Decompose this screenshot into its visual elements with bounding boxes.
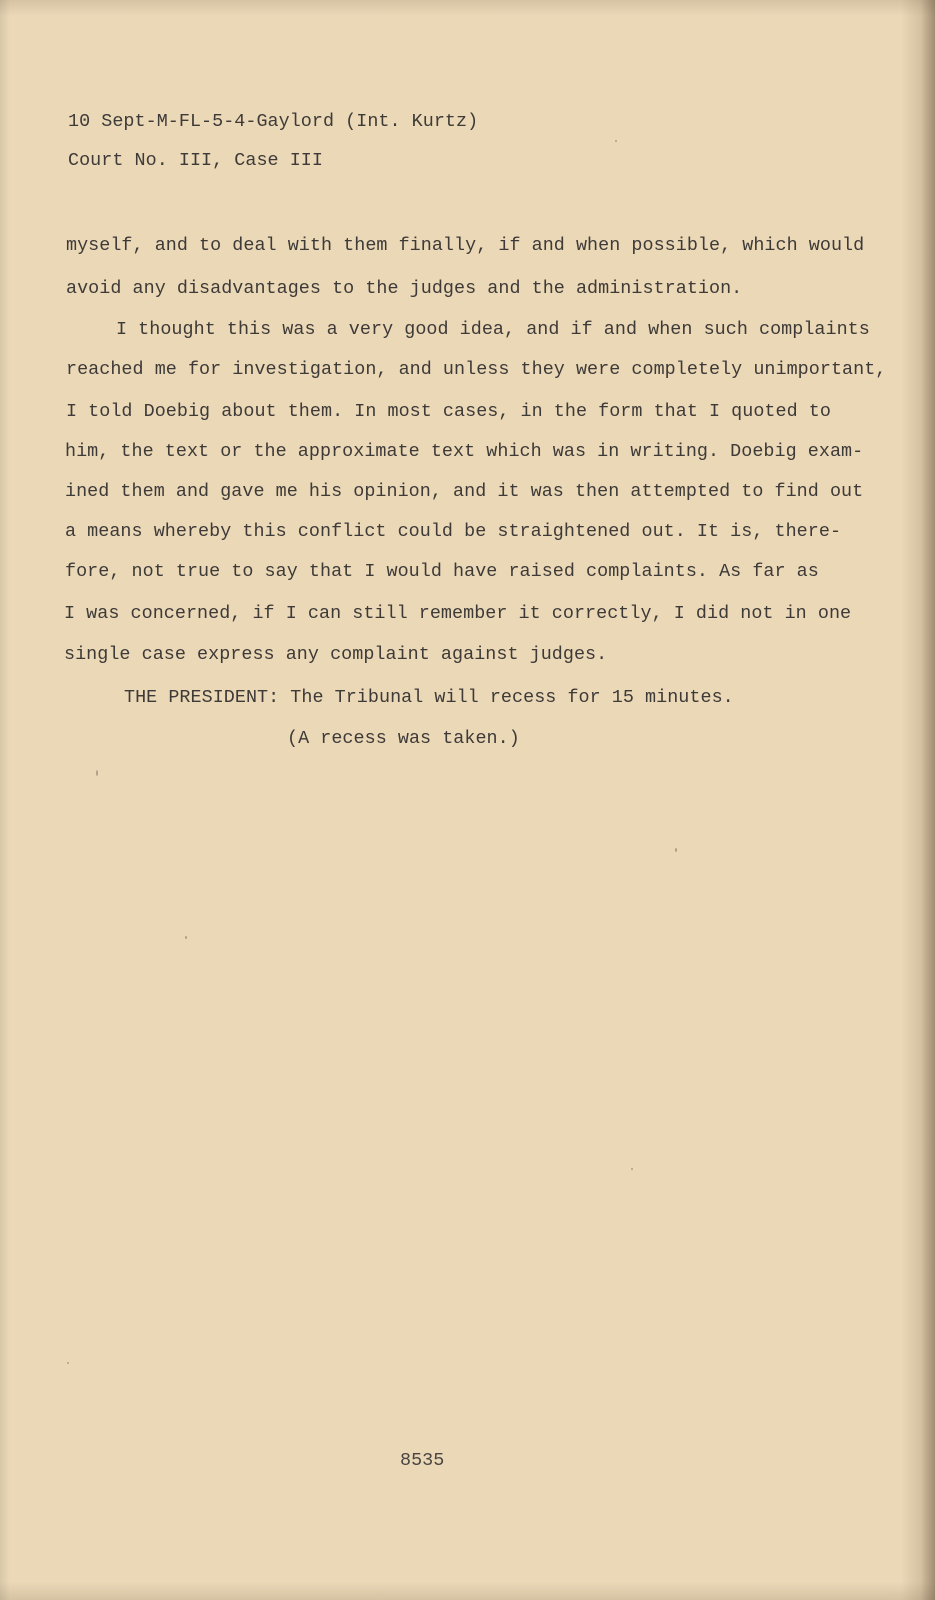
transcript-line: ined them and gave me his opinion, and it was then attempted to find out <box>65 481 864 502</box>
transcript-line: a means whereby this conflict could be straightened out. It is, there- <box>65 521 842 542</box>
court-case-line: Court No. III, Case III <box>68 150 323 171</box>
paper-speck <box>675 848 677 852</box>
transcript-line: reached me for investigation, and unless they were completely unimportant, <box>66 359 887 380</box>
transcript-line: I thought this was a very good idea, and if and when such complaints <box>116 319 870 340</box>
transcript-line: I was concerned, if I can still remember it correctly, I did not in one <box>64 603 852 624</box>
paper-speck <box>67 1362 69 1364</box>
transcript-line: avoid any disadvantages to the judges and the administration. <box>66 278 743 299</box>
president-statement: THE PRESIDENT: The Tribunal will recess for 15 minutes. <box>124 687 734 708</box>
page-number: 8535 <box>400 1450 445 1471</box>
paper-speck <box>96 770 98 776</box>
paper-speck <box>185 936 187 939</box>
transcript-line: myself, and to deal with them finally, if and when possible, which would <box>66 235 865 256</box>
paper-speck <box>631 1168 633 1170</box>
transcript-line: I told Doebig about them. In most cases, in the form that I quoted to <box>66 401 831 422</box>
transcript-line: single case express any complaint against judges. <box>64 644 608 665</box>
transcript-line: fore, not true to say that I would have raised complaints. As far as <box>65 561 819 582</box>
paper-speck <box>615 140 617 142</box>
transcript-line: him, the text or the approximate text which was in writing. Doebig exam- <box>65 441 864 462</box>
document-header-line: 10 Sept-M-FL-5-4-Gaylord (Int. Kurtz) <box>68 111 479 132</box>
recess-note: (A recess was taken.) <box>287 728 520 749</box>
